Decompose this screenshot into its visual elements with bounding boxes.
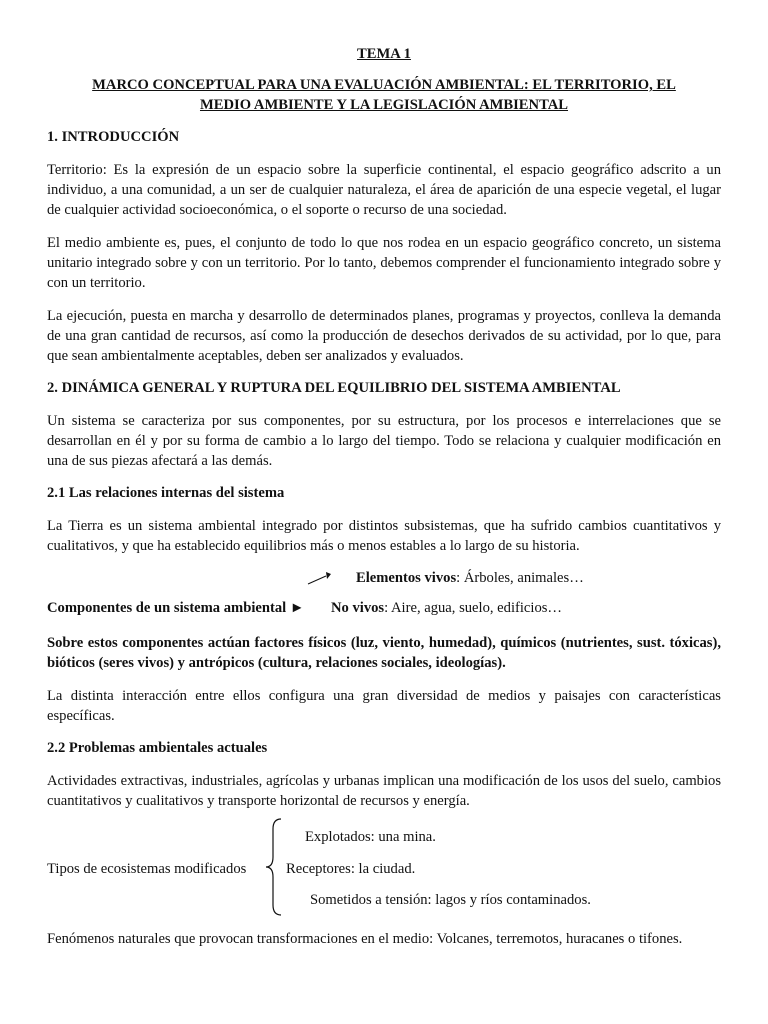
- section-2-heading: 2. DINÁMICA GENERAL Y RUPTURA DEL EQUILIBRIO DEL SISTEMA AMBIENTAL: [47, 380, 621, 396]
- diagonal-arrow-icon: [304, 566, 344, 590]
- main-title-line1: MARCO CONCEPTUAL PARA UNA EVALUACIÓN AMBIENTAL: EL TERRITORIO, EL: [92, 77, 676, 93]
- no-vivos-line: [331, 598, 562, 618]
- curly-brace-icon: [263, 817, 287, 917]
- territorio-paragraph: Territorio: Es la expresión de un espacio sobre la superficie continental, el espacio geográfico adscrito a un individuo, a una comunidad, a un ser de cualquier naturaleza, el área de aparición de una especie vegetal, el lugar de cualquier actividad socioeconómica, o el soporte o recurso de una sociedad.: [47, 162, 721, 218]
- elementos-vivos-text: : Árboles, animales…: [456, 570, 584, 586]
- tema-title: TEMA 1: [357, 46, 411, 62]
- no-vivos-label: No vivos: [331, 600, 385, 616]
- section-2-2-heading: 2.2 Problemas ambientales actuales: [47, 740, 268, 756]
- componentes-label: Componentes de un sistema ambiental ►: [47, 600, 305, 616]
- ecosistemas-diagram: [47, 817, 721, 919]
- factores-paragraph: Sobre estos componentes actúan factores físicos (luz, viento, humedad), químicos (nutrientes, sust. tóxicas), bióticos (seres vivos) y antrópicos (cultura, relaciones sociales, ideologías).: [47, 635, 721, 671]
- medio-ambiente-paragraph: El medio ambiente es, pues, el conjunto de todo lo que nos rodea en un espacio geográfico concreto, un sistema unitario integrado sobre y con un territorio. Por lo tanto, debemos comprender el funcionamiento integrado sobre y con un territorio.: [47, 235, 721, 291]
- main-title-line2: MEDIO AMBIENTE Y LA LEGISLACIÓN AMBIENTAL: [199, 97, 569, 113]
- main-title: [47, 75, 721, 115]
- interaccion-paragraph: La distinta interacción entre ellos configura una gran diversidad de medios y paisajes con características específicas.: [47, 688, 721, 724]
- elementos-vivos-label: Elementos vivos: [356, 570, 457, 586]
- tierra-paragraph: La Tierra es un sistema ambiental integrado por distintos subsistemas, que ha sufrido cambios cuantitativos y cualitativos, y que ha establecido equilibrios más o menos estables a lo largo de su historia.: [47, 518, 721, 554]
- sistema-paragraph: Un sistema se caracteriza por sus componentes, por su estructura, por los procesos e interrelaciones que se desarrollan en él y por su forma de cambio a lo largo del tiempo. Todo se relaciona y cualquier modificación en una de sus piezas afectará a las demás.: [47, 413, 721, 469]
- receptores-item: Receptores: la ciudad.: [286, 861, 416, 877]
- sometidos-item: Sometidos a tensión: lagos y ríos contaminados.: [310, 892, 591, 908]
- tipos-label: Tipos de ecosistemas modificados: [47, 861, 247, 877]
- section-1-heading: 1. INTRODUCCIÓN: [47, 129, 180, 145]
- explotados-item: Explotados: una mina.: [305, 829, 436, 845]
- ejecucion-paragraph: La ejecución, puesta en marcha y desarrollo de determinados planes, programas y proyectos, conlleva la demanda de una gran cantidad de recursos, así como la producción de desechos derivados de su actividad, por lo que, para que sean ambientalmente aceptables, deben ser analizados y evaluados.: [47, 308, 721, 364]
- components-diagram: [47, 556, 721, 622]
- elementos-vivos-line: [356, 568, 584, 588]
- document-page: [47, 44, 721, 949]
- no-vivos-text: : Aire, agua, suelo, edificios…: [384, 600, 563, 616]
- actividades-paragraph: Actividades extractivas, industriales, agrícolas y urbanas implican una modificación de los usos del suelo, cambios cuantitativos y cualitativos y transporte horizontal de recursos y energía.: [47, 773, 721, 809]
- section-2-1-heading: 2.1 Las relaciones internas del sistema: [47, 485, 285, 501]
- fenomenos-paragraph: Fenómenos naturales que provocan transformaciones en el medio: Volcanes, terremotos, huracanes o tifones.: [47, 931, 683, 947]
